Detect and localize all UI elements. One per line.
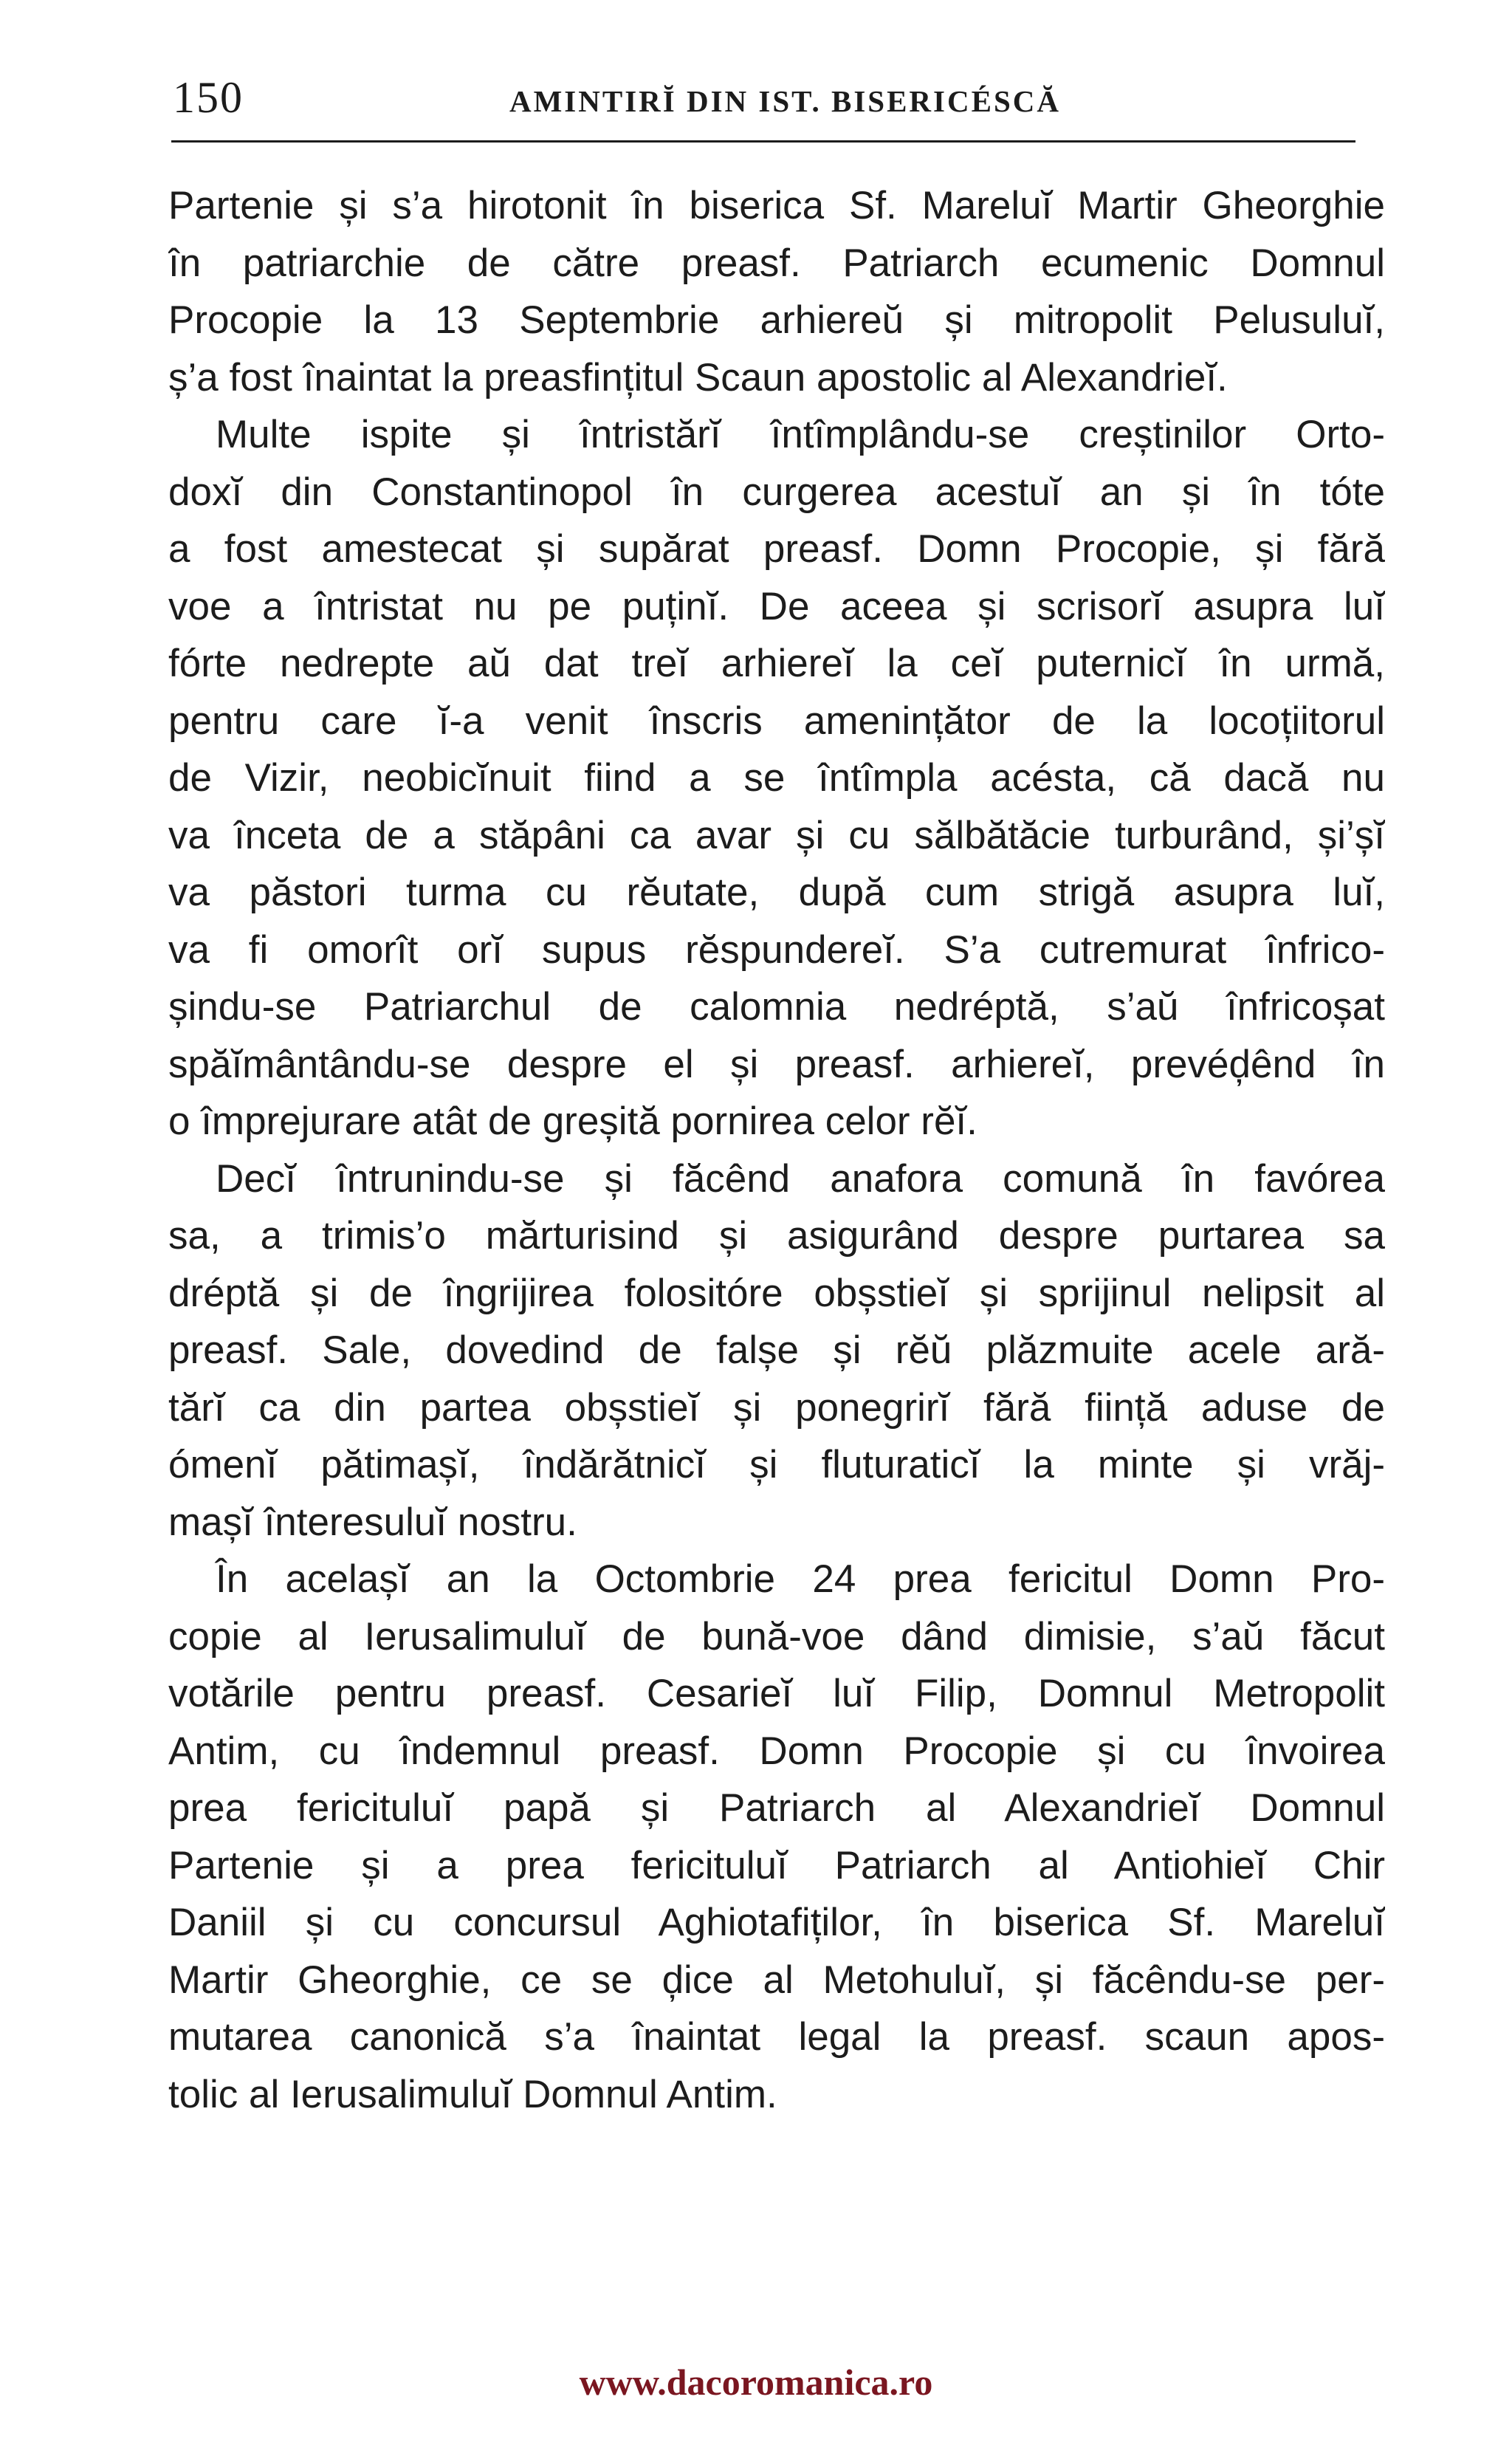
text-line: voe a întristat nu pe puținĭ. De aceea și scrisorĭ asupra luĭ [168, 584, 1385, 628]
text-line: va păstori turma cu rĕutate, după cum strigă asupra luĭ, [168, 871, 1385, 914]
body-text [168, 177, 1385, 2123]
text-line: doxĭ din Constantinopol în curgerea acestuĭ an și în tóte [168, 470, 1385, 514]
page-number: 150 [173, 73, 244, 122]
text-line: a fost amestecat și supărat preasf. Domn Procopie, și fără [168, 527, 1385, 571]
text-line: copie al Ierusalimuluĭ de bună-voe dând dimisie, s’aŭ făcut [168, 1614, 1385, 1658]
paragraph-start-line: Multe ispite și întristărĭ întîmplându-se creștinilor Orto- [216, 413, 1385, 456]
text-line: de Vizir, neobicĭnuit fiind a se întîmpla acésta, că dacă nu [168, 756, 1385, 800]
text-line: prea fericituluĭ papă și Patriarch al Alexandrieĭ Domnul [168, 1786, 1385, 1830]
text-line: în patriarchie de către preasf. Patriarch ecumenic Domnul [168, 241, 1385, 285]
text-line: fórte nedrepte aŭ dat treĭ arhiereĭ la ceĭ puternicĭ în urmă, [168, 642, 1385, 685]
text-line: va înceta de a stăpâni ca avar și cu sălbătăcie turburând, și’șĭ [168, 813, 1385, 857]
text-line: mașĭ înteresuluĭ nostru. [168, 1500, 577, 1544]
source-link[interactable]: www.dacoromanica.ro [579, 2361, 933, 2403]
text-line: șindu-se Patriarchul de calomnia nedréptă, s’aŭ înfricoșat [168, 985, 1385, 1029]
text-line: Martir Gheorghie, ce se ḑice al Metohuluĭ, și făcêndu-se per- [168, 1958, 1385, 2002]
text-line: Daniil și cu concursul Aghiotafiților, în biserica Sf. Mareluĭ [168, 1901, 1385, 1944]
text-line: preasf. Sale, dovedind de falșe și rĕŭ plăzmuite acele ară- [168, 1328, 1385, 1372]
text-line: mutarea canonică s’a înaintat legal la preasf. scaun apos- [168, 2015, 1385, 2059]
text-line: Partenie și a prea fericituluĭ Patriarch al Antiohieĭ Chir [168, 1843, 1385, 1887]
text-line: votările pentru preasf. Cesarieĭ luĭ Filip, Domnul Metropolit [168, 1672, 1385, 1715]
text-line: ș’a fost înaintat la preasfințitul Scaun apostolic al Alexandrieĭ. [168, 355, 1228, 399]
header-rule [171, 140, 1355, 143]
text-line: tolic al Ierusalimuluĭ Domnul Antim. [168, 2072, 777, 2116]
text-line: va fi omorît orĭ supus rĕspundereĭ. S’a cutremurat înfrico- [168, 927, 1385, 972]
text-line: ómenĭ pătimașĭ, îndărătnicĭ și fluturaticĭ la minte și vrăj- [168, 1443, 1385, 1486]
text-line: dréptă și de îngrijirea folositóre obșstieĭ și sprijinul nelipsit al [168, 1271, 1385, 1315]
text-line: Partenie și s’a hirotonit în biserica Sf. Mareluĭ Martir Gheorghie [168, 184, 1385, 227]
running-head: AMINTIRĬ DIN IST. BISERICÉSCĂ [509, 84, 1061, 118]
text-line: o împrejurare atât de greșită pornirea celor rĕĭ. [168, 1100, 977, 1143]
text-line: spăĭmântându-se despre el și preasf. arhiereĭ, prevéḑênd în [168, 1042, 1385, 1086]
text-line: pentru care ĭ-a venit înscris amenințător de la locoțiitorul [168, 699, 1385, 743]
page-header [0, 0, 1512, 148]
text-line: Antim, cu îndemnul preasf. Domn Procopie și cu învoirea [168, 1729, 1385, 1773]
paragraph-start-line: Decĭ întrunindu-se și făcênd anafora comună în favórea [216, 1156, 1385, 1201]
text-line: sa, a trimis’o mărturisind și asigurând despre purtarea sa [168, 1214, 1385, 1258]
paragraph-start-line: În acelașĭ an la Octombrie 24 prea fericitul Domn Pro- [216, 1557, 1385, 1601]
text-line: tărĭ ca din partea obșstieĭ și ponegrirĭ fără ființă aduse de [168, 1385, 1385, 1430]
text-line: Procopie la 13 Septembrie arhiereŭ și mitropolit Pelusuluĭ, [168, 298, 1385, 342]
